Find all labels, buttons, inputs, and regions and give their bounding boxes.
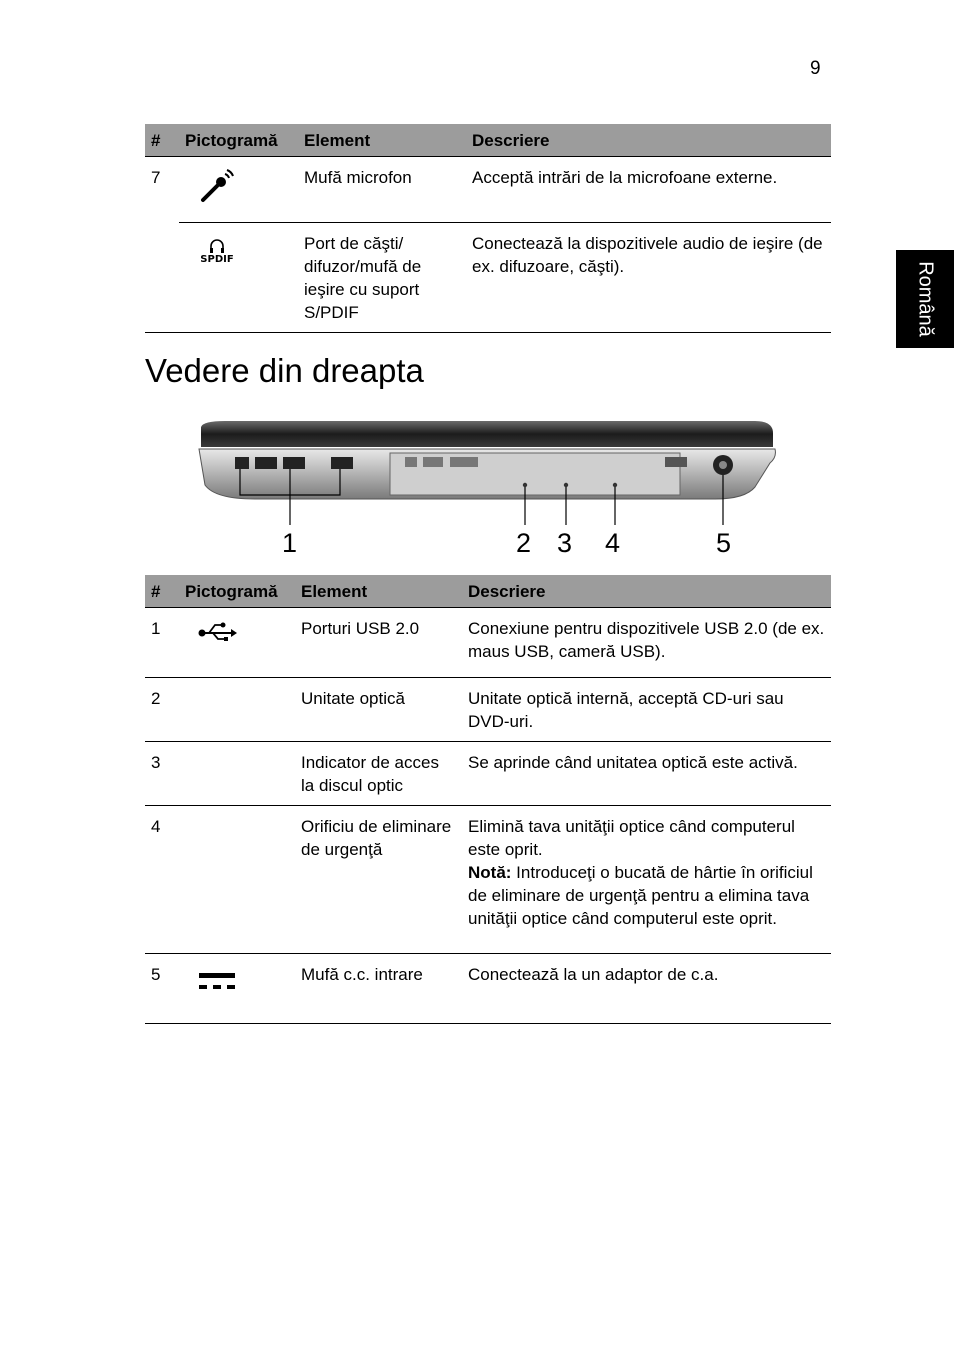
- microphone-icon: [197, 166, 237, 206]
- row-num: 4: [145, 806, 179, 954]
- note-label: Notă:: [468, 863, 512, 882]
- row-num: 1: [145, 608, 179, 678]
- row-num: [145, 223, 179, 333]
- row-element: Unitate optică: [295, 678, 462, 742]
- callout-5: 5: [716, 528, 732, 558]
- row-num: 7: [151, 168, 161, 187]
- row-element: Indicator de acces la discul optic: [295, 742, 462, 806]
- header-description: Descriere: [466, 124, 831, 157]
- page-number: 9: [810, 58, 821, 79]
- row-description-text: Elimină tava unităţii optice când computerul este oprit.: [468, 817, 795, 859]
- table-row: [145, 157, 831, 223]
- row-element: Orificiu de eliminare de urgenţă: [295, 806, 462, 954]
- row-description: Conectează la un adaptor de c.a.: [462, 954, 831, 1024]
- language-tab: [896, 250, 954, 348]
- row-num: 5: [145, 954, 179, 1024]
- row-num: 2: [145, 678, 179, 742]
- bottom-spec-table: [145, 575, 831, 1024]
- table-row: [145, 223, 831, 333]
- row-element: Port de căşti/ difuzor/mufă de ieşire cu suport S/PDIF: [298, 223, 466, 333]
- table-row: [145, 806, 831, 954]
- callout-4: 4: [605, 528, 621, 558]
- header-element: Element: [298, 124, 466, 157]
- spdif-label: SPDIF: [200, 254, 234, 265]
- header-num: #: [145, 124, 179, 157]
- section-title: Vedere din dreapta: [145, 352, 424, 389]
- row-description: Se aprinde când unitatea optică este activă.: [462, 742, 831, 806]
- row-element: Porturi USB 2.0: [295, 608, 462, 678]
- header-icon: Pictogramă: [179, 575, 295, 608]
- dc-in-icon: [197, 971, 237, 997]
- headphone-spdif-icon: [197, 232, 237, 266]
- header-num: #: [145, 575, 179, 608]
- note-text: Introduceţi o bucată de hârtie în orificiul de eliminare de urgenţă pentru a elimina tava unităţii optice când computerul este oprit.: [468, 863, 813, 928]
- callout-2: 2: [516, 528, 532, 558]
- row-num: 3: [145, 742, 179, 806]
- table-row: [145, 678, 831, 742]
- table-header-row: [145, 575, 831, 608]
- table-header-row: [145, 124, 831, 157]
- laptop-right-side-illustration: [195, 415, 780, 530]
- row-element: Mufă microfon: [298, 157, 466, 223]
- header-description: Descriere: [462, 575, 831, 608]
- usb-icon: [197, 619, 237, 643]
- table-row: [145, 742, 831, 806]
- top-spec-table: [145, 124, 831, 333]
- row-description: [462, 806, 831, 954]
- row-description: Conexiune pentru dispozitivele USB 2.0 (de ex. maus USB, cameră USB).: [462, 608, 831, 678]
- table-row: [145, 954, 831, 1024]
- header-icon: Pictogramă: [179, 124, 298, 157]
- callout-3: 3: [557, 528, 573, 558]
- callout-1: 1: [282, 528, 298, 558]
- header-element: Element: [295, 575, 462, 608]
- row-element: Mufă c.c. intrare: [295, 954, 462, 1024]
- row-description: Unitate optică internă, acceptă CD-uri sau DVD-uri.: [462, 678, 831, 742]
- language-tab-label: Română: [914, 261, 937, 337]
- table-row: [145, 608, 831, 678]
- row-description: Acceptă intrări de la microfoane externe.: [466, 157, 831, 223]
- row-description: Conectează la dispozitivele audio de ieşire (de ex. difuzoare, căşti).: [466, 223, 831, 333]
